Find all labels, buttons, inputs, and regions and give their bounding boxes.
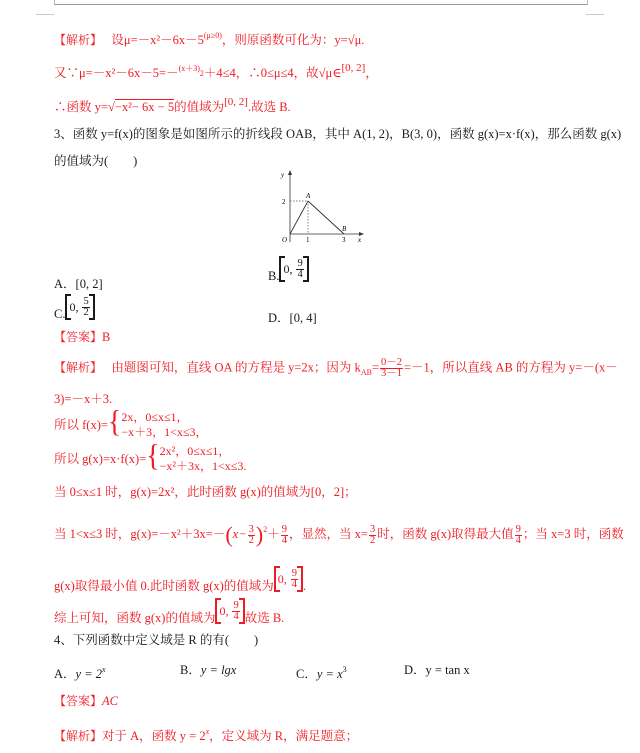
text: ，定义域为 R，满足题意； [209, 729, 359, 743]
fraction [281, 525, 288, 546]
text: 所以 g(x)=x·f(x)= [54, 452, 147, 466]
text: ＋4≤4，∴0≤μ≤4，故√μ∈ [203, 66, 342, 80]
interval: [0, 2] [224, 96, 248, 108]
answer-tag: 【答案】 [54, 330, 103, 344]
q3-solution-case-1: 当 0≤x≤1 时，g(x)=2x²，此时函数 g(x)的值域为[0，2]； [54, 485, 357, 499]
analysis-tag: 【解析】 [54, 33, 103, 47]
text: 的值域为 [174, 100, 225, 114]
piecewise [107, 405, 208, 440]
fraction [232, 601, 239, 622]
text: 对于 A，函数 y = 2 [102, 729, 206, 743]
option-label: C. [54, 306, 66, 321]
option-expr: y = 2 [75, 667, 103, 681]
numerator: 5 [83, 295, 89, 307]
text: ，显然，当 x= [289, 527, 368, 541]
text: ，则原函数可化为：y=√μ. [221, 33, 365, 47]
text: 当 1<x≤3 时，g(x)=－x²＋3x=－ [54, 527, 226, 541]
text: (x＋3) [178, 64, 200, 73]
q3-graph-figure [268, 168, 364, 242]
denominator: 2 [83, 306, 89, 318]
text: ∴函数 y= [54, 100, 108, 114]
q3-solution-min [54, 566, 306, 594]
exponent: 2 [263, 525, 268, 534]
point-b-label: B [342, 225, 347, 233]
exponent: 3 [342, 665, 347, 674]
denominator: 4 [233, 610, 239, 622]
text: ， [365, 66, 378, 80]
denominator: 4 [291, 578, 298, 590]
brace: { [146, 439, 160, 474]
q4-option-c[interactable] [296, 662, 347, 682]
text: g(x)取得最小值 0.此时函数 g(x)的值域为 [54, 578, 274, 593]
y-tick-2: 2 [282, 198, 286, 206]
q3-solution-line-2: 3)=－x＋3. [54, 392, 113, 406]
interval-bracket [274, 566, 303, 592]
y-axis-label: y [281, 171, 285, 179]
cases [121, 410, 207, 440]
q3-option-a[interactable]: A．[0, 2] [54, 277, 103, 291]
q3-stem-line-2: 的值域为( ) [54, 154, 138, 168]
piecewise [146, 439, 247, 474]
text: 0, [219, 604, 229, 618]
q4-option-a[interactable] [54, 662, 106, 682]
interval: [0, 2] [341, 62, 366, 74]
subscript: AB [360, 367, 372, 377]
exponent: x [102, 665, 106, 674]
q3-answer [54, 329, 110, 345]
fraction [369, 525, 376, 546]
page-corner-left [36, 14, 54, 15]
x-tick-3: 3 [342, 236, 346, 242]
x-axis-label: x [358, 236, 362, 242]
denominator: 4 [281, 534, 287, 546]
numerator: 9 [281, 523, 287, 535]
q4-answer [54, 693, 118, 709]
text: . [303, 578, 307, 593]
denominator: 3－1 [381, 368, 402, 379]
option-label: A． [54, 667, 76, 681]
brace: { [107, 405, 122, 440]
text: 设μ=－x²－6x－5 [111, 33, 204, 47]
q4-solution [54, 724, 358, 744]
denominator: 4 [515, 534, 521, 546]
numerator: 3 [369, 523, 376, 535]
text: 又∵μ=－x²－6x－5=－ [54, 66, 179, 80]
text: .故选 B. [247, 100, 291, 114]
text: 故选 B. [244, 610, 285, 625]
fraction [82, 297, 89, 318]
exponent: 2 [199, 69, 204, 78]
case-1: 2x，0≤x≤1， [121, 410, 189, 424]
q3-option-c[interactable] [54, 294, 95, 322]
x-tick-1: 1 [306, 236, 310, 242]
option-expr: y = lgx [200, 663, 237, 677]
text: 时，函数 g(x)取得最大值 [377, 527, 514, 541]
page-corner-right [586, 14, 604, 15]
q3-solution-summary [54, 598, 284, 626]
numerator: 9 [515, 523, 521, 535]
fraction [248, 525, 255, 546]
numerator: 0－2 [381, 357, 402, 368]
text: x− [232, 527, 247, 541]
text: 所以 f(x)= [54, 418, 108, 432]
prev-solution-line-3: ∴函数 y=√−x²− 6x − 5的值域为[0, 2].故选 B. [54, 96, 291, 114]
interval-bracket [279, 256, 308, 282]
q3-option-b[interactable] [268, 256, 309, 284]
analysis-tag: 【解析】 [54, 729, 103, 743]
text: 0, [283, 262, 293, 276]
prev-solution-line-1 [54, 28, 364, 48]
option-expr: y = x [316, 667, 343, 681]
answer-value: AC [102, 694, 118, 708]
analysis-tag: 【解析】 [54, 360, 103, 375]
q3-g-piecewise [54, 439, 247, 474]
option-label: D． [404, 663, 426, 677]
numerator: 9 [233, 599, 239, 611]
text: 0, [277, 572, 287, 586]
numerator: 9 [297, 257, 303, 269]
q4-option-b[interactable] [180, 662, 236, 678]
option-label: B. [268, 268, 280, 283]
option-label: B． [180, 663, 201, 677]
fraction [515, 525, 522, 546]
text: ＋ [267, 527, 280, 541]
text: = [371, 360, 379, 375]
q4-stem: 4、下列函数中定义域是 R 的有( ) [54, 633, 259, 647]
q3-stem-line-1: 3、函数 y=f(x)的图象是如图所示的折线段 OAB，其中 A(1, 2)，B(3, 0)，函数 g(x)=x·f(x)，那么函数 g(x) [54, 127, 622, 141]
condition: (μ≥0) [203, 31, 222, 40]
exponent: x [205, 727, 210, 736]
answer-value: B [102, 330, 111, 344]
fraction [296, 259, 303, 280]
case-1: 2x²，0≤x≤1， [159, 444, 231, 458]
sqrt-expression: −x²− 6x − 5 [114, 100, 175, 114]
origin-label: O [282, 236, 288, 242]
point-a-label: A [306, 192, 311, 200]
case-2: −x²＋3x，1<x≤3. [159, 459, 247, 473]
numerator: 3 [248, 523, 254, 535]
denominator: 2 [369, 534, 376, 546]
text: 由题图可知，直线 OA 的方程是 y=2x；因为 k [111, 360, 361, 375]
q4-option-d[interactable] [404, 662, 470, 678]
interval-bracket [215, 598, 244, 624]
q3-solution-case-2: 当 1<x≤3 时，g(x)=－x²＋3x=－(x− $\frac{3}{2}$ )$^2$＋ $\frac{9}{4}$ ，显然，当 x= $\frac{3}{2}$ 时，函数 g(x)取得最大值 $\frac{9}{4}$ ；当 x=3 时，函数 [54, 522, 624, 548]
numerator: 9 [291, 567, 298, 579]
answer-tag: 【答案】 [54, 694, 103, 708]
q3-f-piecewise [54, 405, 208, 440]
denominator: 4 [297, 268, 303, 280]
interval-bracket [65, 294, 94, 320]
text: 综上可知，函数 g(x)的值域为 [54, 610, 216, 625]
option-label: C． [296, 667, 317, 681]
slope-fraction [380, 358, 403, 379]
denominator: 2 [248, 534, 254, 546]
q3-option-d[interactable]: D．[0, 4] [268, 311, 317, 325]
text: ；当 x=3 时，函数 [522, 527, 624, 541]
q3-solution-line-1 [54, 358, 618, 381]
case-2: −x＋3，1<x≤3， [121, 425, 208, 439]
text: 0, [69, 300, 79, 314]
prev-solution-line-2 [54, 60, 378, 82]
fraction [291, 569, 298, 590]
cases [160, 444, 247, 474]
page-top-edge [54, 0, 588, 5]
text: =－1，所以直线 AB 的方程为 y=－(x－ [404, 360, 618, 375]
option-expr: y = tan x [425, 663, 470, 677]
